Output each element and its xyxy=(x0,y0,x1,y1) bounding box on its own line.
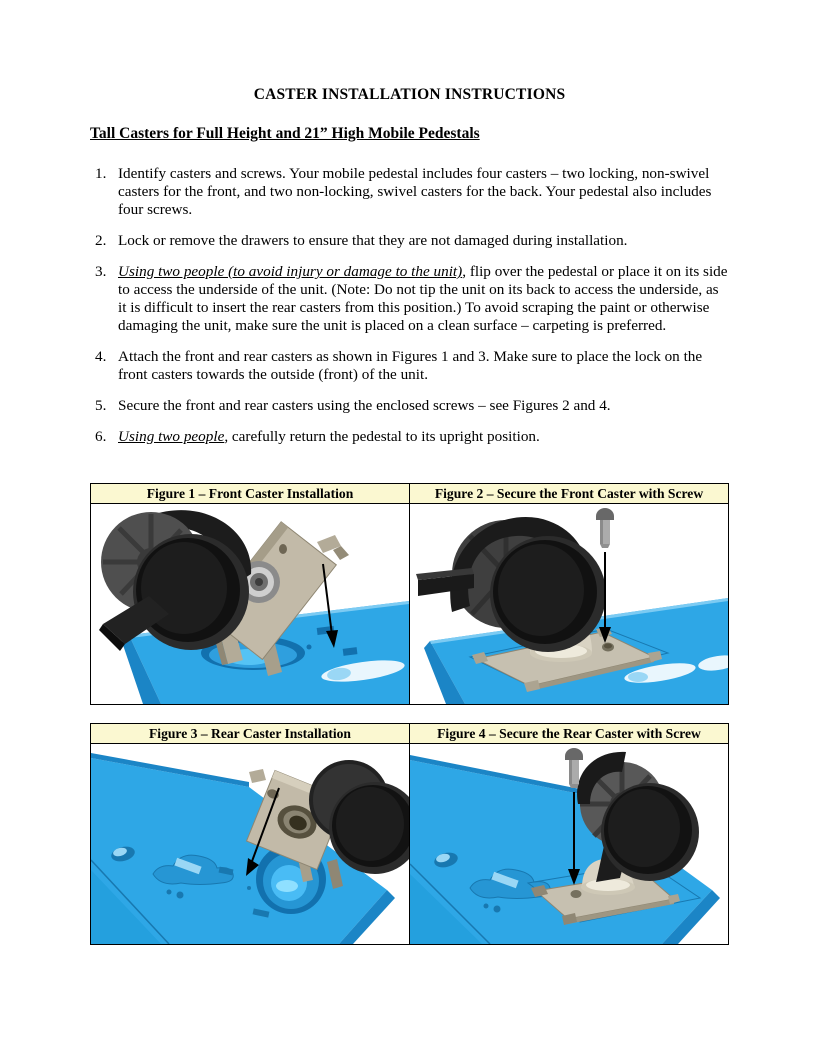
list-item xyxy=(90,428,729,446)
step-number: 5. xyxy=(95,397,107,414)
step-emphasis: Using two people xyxy=(118,428,225,445)
step-number: 4. xyxy=(95,348,107,365)
figure-4-cell xyxy=(410,744,729,945)
list-item xyxy=(90,165,729,219)
step-text xyxy=(118,263,729,335)
section-heading: Tall Casters for Full Height and 21” High Mobile Pedestals xyxy=(90,125,480,142)
page-title: CASTER INSTALLATION INSTRUCTIONS xyxy=(253,86,566,103)
step-number: 1. xyxy=(95,165,107,182)
step-text-rest: , carefully return the pedestal to its upright position. xyxy=(224,428,540,445)
figure-3-rear-caster-installation-image xyxy=(91,744,409,944)
step-number: 3. xyxy=(95,263,107,280)
list-item xyxy=(90,232,729,250)
list-item xyxy=(90,348,729,384)
list-item xyxy=(90,397,729,415)
figure-2-secure-front-caster-image xyxy=(410,504,728,704)
figure-4-secure-rear-caster-image xyxy=(410,744,728,944)
figure-1-front-caster-installation-image xyxy=(91,504,409,704)
list-item xyxy=(90,263,729,335)
figure-2-cell xyxy=(410,504,729,705)
figure-table-rear-casters xyxy=(90,723,729,945)
step-text: Attach the front and rear casters as shown in Figures 1 and 3. Make sure to place the lock on the front casters towards the outside (front) of the unit. xyxy=(118,348,703,383)
step-emphasis: Using two people (to avoid injury or damage to the unit) xyxy=(118,263,463,280)
figure-table-front-casters xyxy=(90,483,729,705)
figure-4-caption: Figure 4 – Secure the Rear Caster with Screw xyxy=(410,724,729,744)
figure-2-caption: Figure 2 – Secure the Front Caster with Screw xyxy=(410,484,729,504)
figure-3-caption: Figure 3 – Rear Caster Installation xyxy=(91,724,410,744)
step-text: Secure the front and rear casters using the enclosed screws – see Figures 2 and 4. xyxy=(118,397,611,414)
step-text-rest: , flip over the pedestal or place it on its side to access the underside of the unit. (Note: Do not tip the unit on its back to access the underside, as it is difficult to insert the rear casters from this position.) To avoid scraping the paint or otherwise damaging the unit, make sure the unit is placed on a clean surface – carpeting is preferred. xyxy=(118,263,728,334)
step-text xyxy=(118,428,729,446)
step-text: Identify casters and screws. Your mobile pedestal includes four casters – two locking, non-swivel casters for the front, and two non-locking, swivel casters for the back. Your pedestal also includes four screws. xyxy=(118,165,712,218)
step-number: 2. xyxy=(95,232,107,249)
step-number: 6. xyxy=(95,428,107,445)
step-text: Lock or remove the drawers to ensure that they are not damaged during installation. xyxy=(118,232,628,249)
figure-1-cell xyxy=(91,504,410,705)
caster-wheel xyxy=(99,510,251,651)
figure-3-cell xyxy=(91,744,410,945)
document-page xyxy=(90,0,729,945)
figure-1-caption: Figure 1 – Front Caster Installation xyxy=(91,484,410,504)
instruction-list xyxy=(90,165,729,446)
